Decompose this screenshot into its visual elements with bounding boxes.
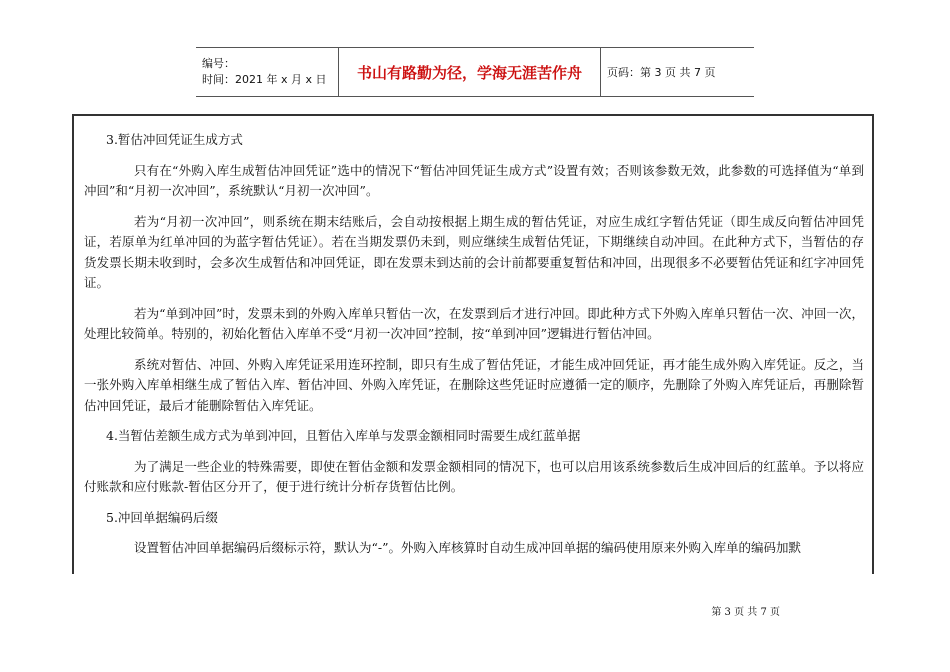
number-label: 编号： — [202, 57, 235, 70]
document-header — [196, 47, 754, 97]
content-box — [72, 114, 874, 574]
header-meta — [196, 48, 339, 96]
paragraph-1: 只有在“外购入库生成暂估冲回凭证”选中的情况下“暂估冲回凭证生成方式”设置有效；否则该参数无效，此参数的可选择值为“单到冲回”和“月初一次冲回”，系统默认“月初一次冲回”。 — [84, 162, 864, 198]
section-heading-3: 3.暂估冲回凭证生成方式 — [106, 132, 243, 147]
header-page-cell — [601, 48, 754, 96]
header-motto-cell — [339, 48, 601, 96]
paragraph-6: 设置暂估冲回单据编码后缀标示符，默认为“-”。外购入库核算时自动生成冲回单据的编码使用原来外购入库单的编码加默 — [134, 540, 802, 555]
page-label: 页码：第 3 页 共 7 页 — [607, 66, 716, 79]
paragraph-2: 若为“月初一次冲回”，则系统在期末结账后，会自动按根据上期生成的暂估凭证，对应生成红字暂估凭证（即生成反向暂估冲回凭证，若原单为红单冲回的为蓝字暂估凭证）。若在当期发票仍未到，则应继续生成暂估凭证，下期继续自动冲回。在此种方式下，当暂估的存货发票长期未收到时，会多次生成暂估和冲回凭证，即在发票未到达前的会计前都要重复暂估和冲回，出现很多不必要暂估凭证和红字冲回凭证。 — [84, 213, 864, 290]
paragraph-5: 为了满足一些企业的特殊需要，即使在暂估金额和发票金额相同的情况下，也可以启用该系统参数后生成冲回后的红蓝单。予以将应付账款和应付账款-暂估区分开了，便于进行统计分析存货暂估比例。 — [84, 458, 864, 494]
motto-text: 书山有路勤为径，学海无涯苦作舟 — [356, 63, 582, 82]
section-heading-5: 5.冲回单据编码后缀 — [106, 509, 218, 525]
section-heading-4: 4.当暂估差额生成方式为单到冲回，且暂估入库单与发票金额相同时需要生成红蓝单据 — [106, 428, 581, 443]
page-footer: 第 3 页 共 7 页 — [711, 607, 780, 618]
paragraph-4: 系统对暂估、冲回、外购入库凭证采用连环控制，即只有生成了暂估凭证，才能生成冲回凭证，再才能生成外购入库凭证。反之，当一张外购入库单相继生成了暂估入库、暂估冲回、外购入库凭证，在删除这些凭证时应遵循一定的顺序，先删除了外购入库凭证后，再删除暂估冲回凭证，最后才能删除暂估入库凭证。 — [84, 356, 864, 413]
time-label: 时间：2021 年 x 月 x 日 — [202, 73, 327, 86]
paragraph-3: 若为“单到冲回”时，发票未到的外购入库单只暂估一次，在发票到后才进行冲回。即此种方式下外购入库单只暂估一次、冲回一次，处理比较简单。特别的，初始化暂估入库单不受“月初一次冲回”控制，按“单到冲回”逻辑进行暂估冲回。 — [84, 305, 864, 341]
